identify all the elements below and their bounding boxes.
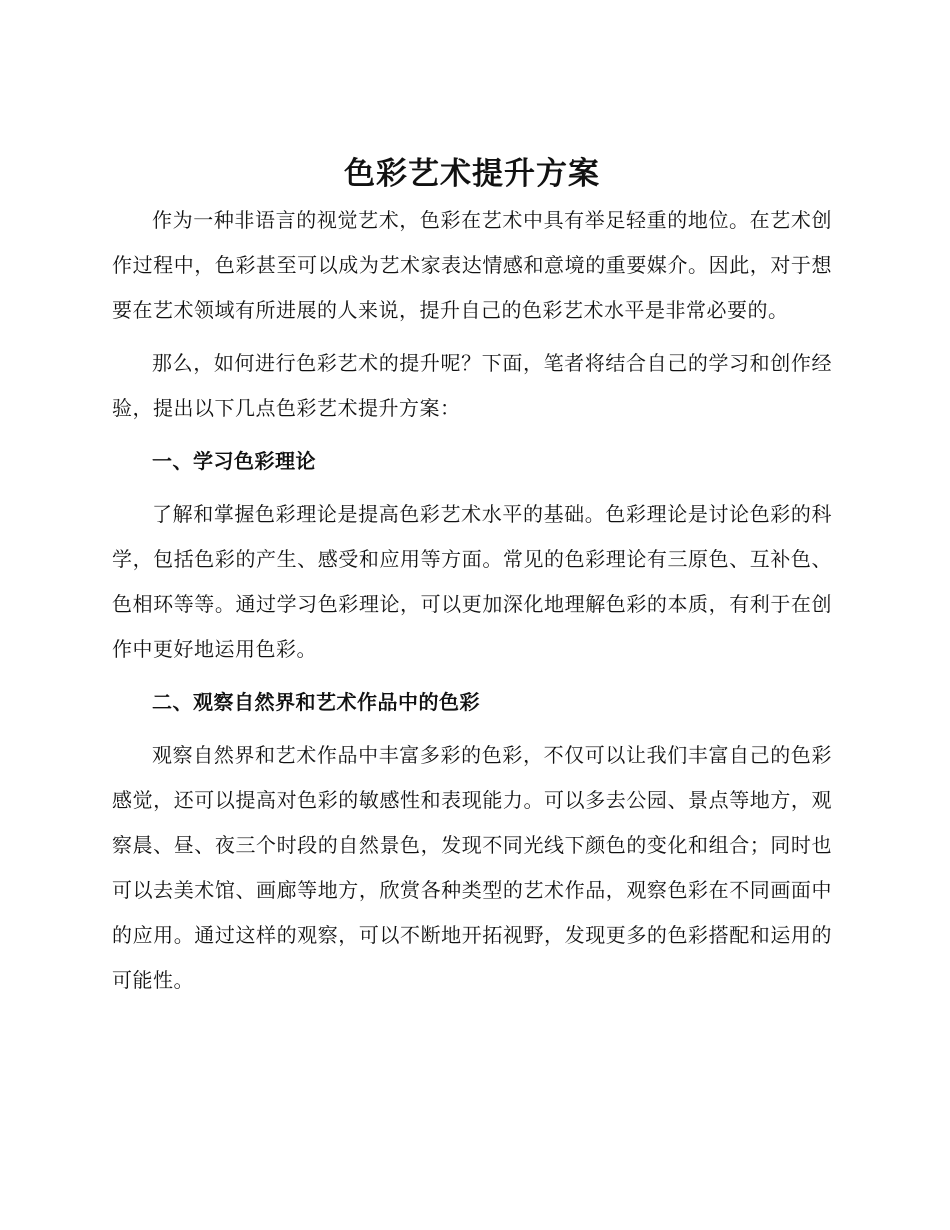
transition-paragraph: 那么，如何进行色彩艺术的提升呢？下面，笔者将结合自己的学习和创作经验，提出以下几点色彩艺术提升方案： bbox=[112, 351, 832, 420]
document-title: 色彩艺术提升方案 bbox=[344, 156, 600, 192]
section-paragraph-2: 观察自然界和艺术作品中丰富多彩的色彩，不仅可以让我们丰富自己的色彩感觉，还可以提高对色彩的敏感性和表现能力。可以多去公园、景点等地方，观察晨、昼、夜三个时段的自然景色，发现不同光线下颜色的变化和组合；同时也可以去美术馆、画廊等地方，欣赏各种类型的艺术作品，观察色彩在不同画面中的应用。通过这样的观察，可以不断地开拓视野，发现更多的色彩搭配和运用的可能性。 bbox=[112, 743, 832, 992]
section-paragraph-1: 了解和掌握色彩理论是提高色彩艺术水平的基础。色彩理论是讨论色彩的科学，包括色彩的产生、感受和应用等方面。常见的色彩理论有三原色、互补色、色相环等等。通过学习色彩理论，可以更加深化地理解色彩的本质，有利于在创作中更好地运用色彩。 bbox=[112, 502, 832, 661]
document-body bbox=[112, 150, 832, 1011]
intro-paragraph: 作为一种非语言的视觉艺术，色彩在艺术中具有举足轻重的地位。在艺术创作过程中，色彩甚至可以成为艺术家表达情感和意境的重要媒介。因此，对于想要在艺术领域有所进展的人来说，提升自己的色彩艺术水平是非常必要的。 bbox=[112, 208, 832, 322]
section-heading-2: 二、观察自然界和艺术作品中的色彩 bbox=[152, 690, 480, 714]
section-heading-1: 一、学习色彩理论 bbox=[152, 449, 316, 473]
